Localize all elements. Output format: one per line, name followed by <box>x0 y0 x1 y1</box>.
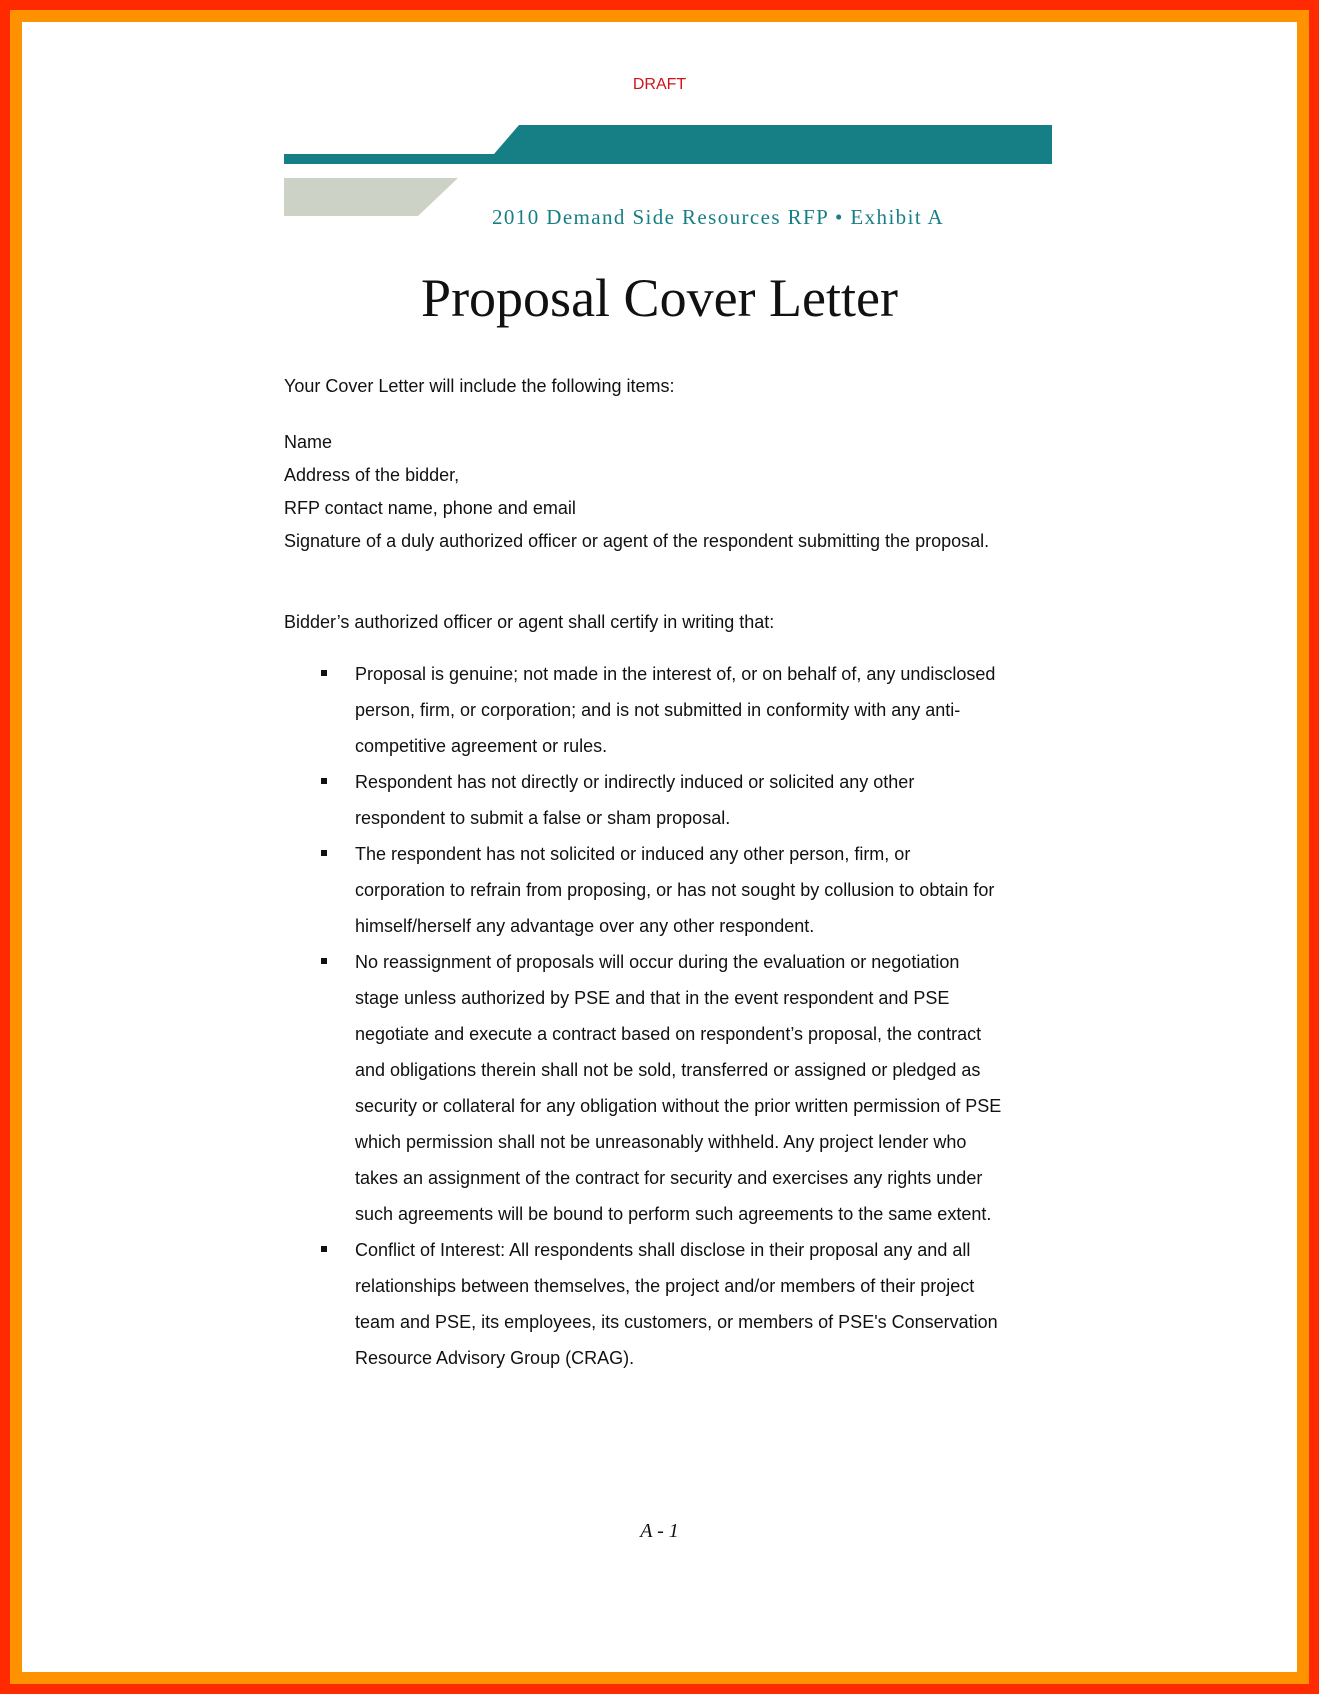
bullet-item <box>284 836 1084 944</box>
gray-band <box>284 178 458 216</box>
bullet-line: The respondent has not solicited or induced any other person, firm, or <box>355 844 911 864</box>
list-item: Name <box>284 432 333 452</box>
list-item: RFP contact name, phone and email <box>284 498 576 518</box>
square-bullet-icon <box>321 850 327 856</box>
document-page <box>22 22 1297 1672</box>
bullet-line: himself/herself any advantage over any other respondent. <box>355 916 815 936</box>
exhibit-heading: 2010 Demand Side Resources RFP • Exhibit A <box>492 205 945 229</box>
bullet-line: negotiate and execute a contract based on respondent’s proposal, the contract <box>355 1024 982 1044</box>
list-item: Signature of a duly authorized officer or agent of the respondent submitting the proposal. <box>284 531 990 551</box>
bullet-item <box>284 1232 1084 1376</box>
square-bullet-icon <box>321 1246 327 1252</box>
teal-band <box>284 125 1052 164</box>
bullet-line: stage unless authorized by PSE and that in the event respondent and PSE <box>355 988 950 1008</box>
square-bullet-icon <box>321 670 327 676</box>
bullet-line: Resource Advisory Group (CRAG). <box>355 1348 635 1368</box>
square-bullet-icon <box>321 958 327 964</box>
bullet-line: security or collateral for any obligation without the prior written permission of PSE <box>355 1096 1002 1116</box>
bullet-line: Conflict of Interest: All respondents shall disclose in their proposal any and all <box>355 1240 971 1260</box>
draft-label: DRAFT <box>632 76 687 93</box>
bullet-line: team and PSE, its employees, its customers, or members of PSE's Conservation <box>355 1312 998 1332</box>
bullet-item <box>284 764 1084 836</box>
certification-bullets <box>284 656 1084 1376</box>
bullet-line: Respondent has not directly or indirectly induced or solicited any other <box>355 772 915 792</box>
bullet-line: Proposal is genuine; not made in the interest of, or on behalf of, any undisclosed <box>355 664 996 684</box>
bullet-line: corporation to refrain from proposing, or has not sought by collusion to obtain for <box>355 880 995 900</box>
bullet-item <box>284 944 1084 1232</box>
square-bullet-icon <box>321 778 327 784</box>
included-items-list <box>284 426 989 558</box>
bullet-line: which permission shall not be unreasonably withheld. Any project lender who <box>355 1132 967 1152</box>
bullet-line: takes an assignment of the contract for security and exercises any rights under <box>355 1168 983 1188</box>
bullet-line: and obligations therein shall not be sold, transferred or assigned or pledged as <box>355 1060 981 1080</box>
certify-intro: Bidder’s authorized officer or agent shall certify in writing that: <box>284 612 775 632</box>
intro-text: Your Cover Letter will include the following items: <box>284 376 675 396</box>
bullet-line: competitive agreement or rules. <box>355 736 608 756</box>
bullet-line: respondent to submit a false or sham proposal. <box>355 808 731 828</box>
bullet-line: such agreements will be bound to perform such agreements to the same extent. <box>355 1204 992 1224</box>
bullet-line: No reassignment of proposals will occur during the evaluation or negotiation <box>355 952 960 972</box>
list-item: Address of the bidder, <box>284 465 460 485</box>
page-number: A - 1 <box>640 1520 679 1542</box>
bullet-item <box>284 656 1084 764</box>
bullet-line: relationships between themselves, the project and/or members of their project <box>355 1276 975 1296</box>
bullet-line: person, firm, or corporation; and is not submitted in conformity with any anti- <box>355 700 961 720</box>
page-title: Proposal Cover Letter <box>421 268 898 328</box>
